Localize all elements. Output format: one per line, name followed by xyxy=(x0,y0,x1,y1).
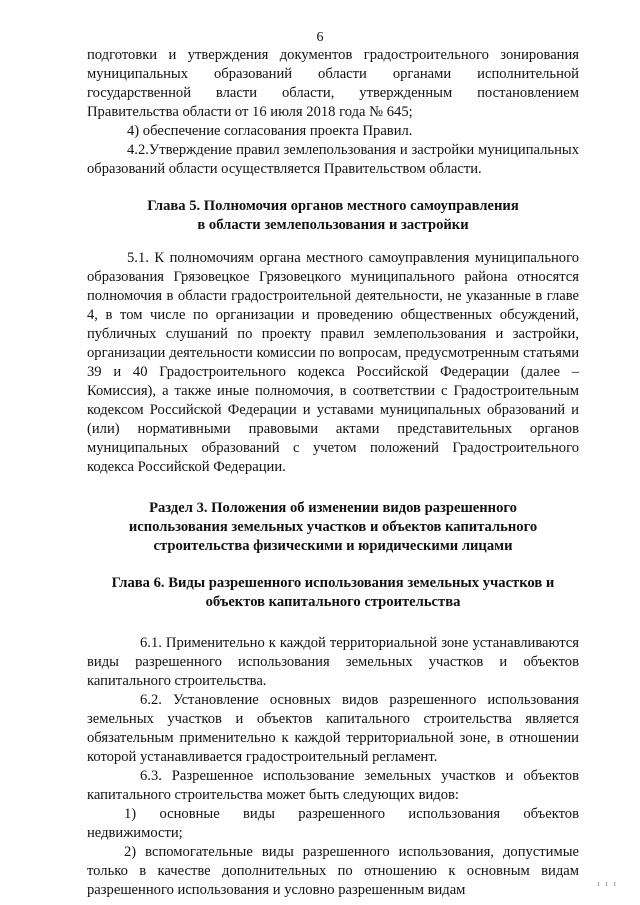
paragraph-5-1: 5.1. К полномочиям органа местного самоуправления муниципального образования Грязовецкое Грязовецкого муниципального района относятся полномочия в области градостроительной деятельности, не указанные в главе 4, в том числе по организации и проведению общественных обсуждений, публичных слушаний по проекту правил землепользования и застройки, организации деятельности комиссии по вопросам, предусмотренным статьями 39 и 40 Градостроительного кодекса Российской Федерации (далее – Комиссия), а также иные полномочия, в соответствии с Градостроительным кодексом Российской Федерации и уставами муниципальных образований и (или) нормативными правовыми актами представительных органов муниципальных образований с учетом положений Градостроительного кодекса Российской Федерации. xyxy=(87,250,579,475)
list-item-1: 1) основные виды разрешенного использования объектов недвижимости; xyxy=(87,806,579,841)
paragraph-6-3: 6.3. Разрешенное использование земельных участков и объектов капитального строительства может быть следующих видов: xyxy=(87,768,579,803)
paragraph-6-2: 6.2. Установление основных видов разрешенного использования земельных участков и объектов капитального строительства является обязательным применительно к каждой территориальной зоне, в отношении которой устанавливается градостроительный регламент. xyxy=(87,692,579,765)
spacer xyxy=(87,179,579,197)
chapter5-title-line1: Глава 5. Полномочия органов местного самоуправления xyxy=(147,198,519,214)
spacer xyxy=(87,477,579,499)
page-number: 6 xyxy=(316,30,324,45)
document-body xyxy=(87,46,579,900)
chapter6-title xyxy=(87,574,579,612)
chapter5-title-line2: в области землепользования и застройки xyxy=(197,217,469,233)
section3-title-line1: Раздел 3. Положения об изменении видов разрешенного xyxy=(149,500,517,516)
chapter5-title xyxy=(87,197,579,235)
footer-marks: ı ı ı xyxy=(597,879,618,888)
list-item-2: 2) вспомогательные виды разрешенного использования, допустимые только в качестве дополнительных по отношению к основным видам разрешенного использования и условно разрешенным видам xyxy=(87,844,579,898)
list-item-4: 4) обеспечение согласования проекта Правил. xyxy=(127,123,413,139)
paragraph-continuation: подготовки и утверждения документов градостроительного зонирования муниципальных образований области органами исполнительной государственной власти области, утвержденным постановлением Правительства области от 16 июля 2018 года № 645; xyxy=(87,47,579,120)
paragraph-6-1: 6.1. Применительно к каждой территориальной зоне устанавливаются виды разрешенного использования земельных участков и объектов капитального строительства. xyxy=(87,635,579,689)
paragraph-4-2: 4.2.Утверждение правил землепользования и застройки муниципальных образований области осуществляется Правительством области. xyxy=(87,142,579,177)
chapter6-title-line1: Глава 6. Виды разрешенного использования земельных участков и xyxy=(111,575,555,591)
section3-title-line3: строительства физическими и юридическими лицами xyxy=(153,538,513,554)
chapter6-title-line2: объектов капитального строительства xyxy=(205,594,461,610)
spacer xyxy=(87,556,579,574)
section3-title xyxy=(87,499,579,556)
section3-title-line2: использования земельных участков и объектов капитального xyxy=(128,519,538,535)
spacer xyxy=(87,612,579,634)
spacer xyxy=(87,235,579,249)
